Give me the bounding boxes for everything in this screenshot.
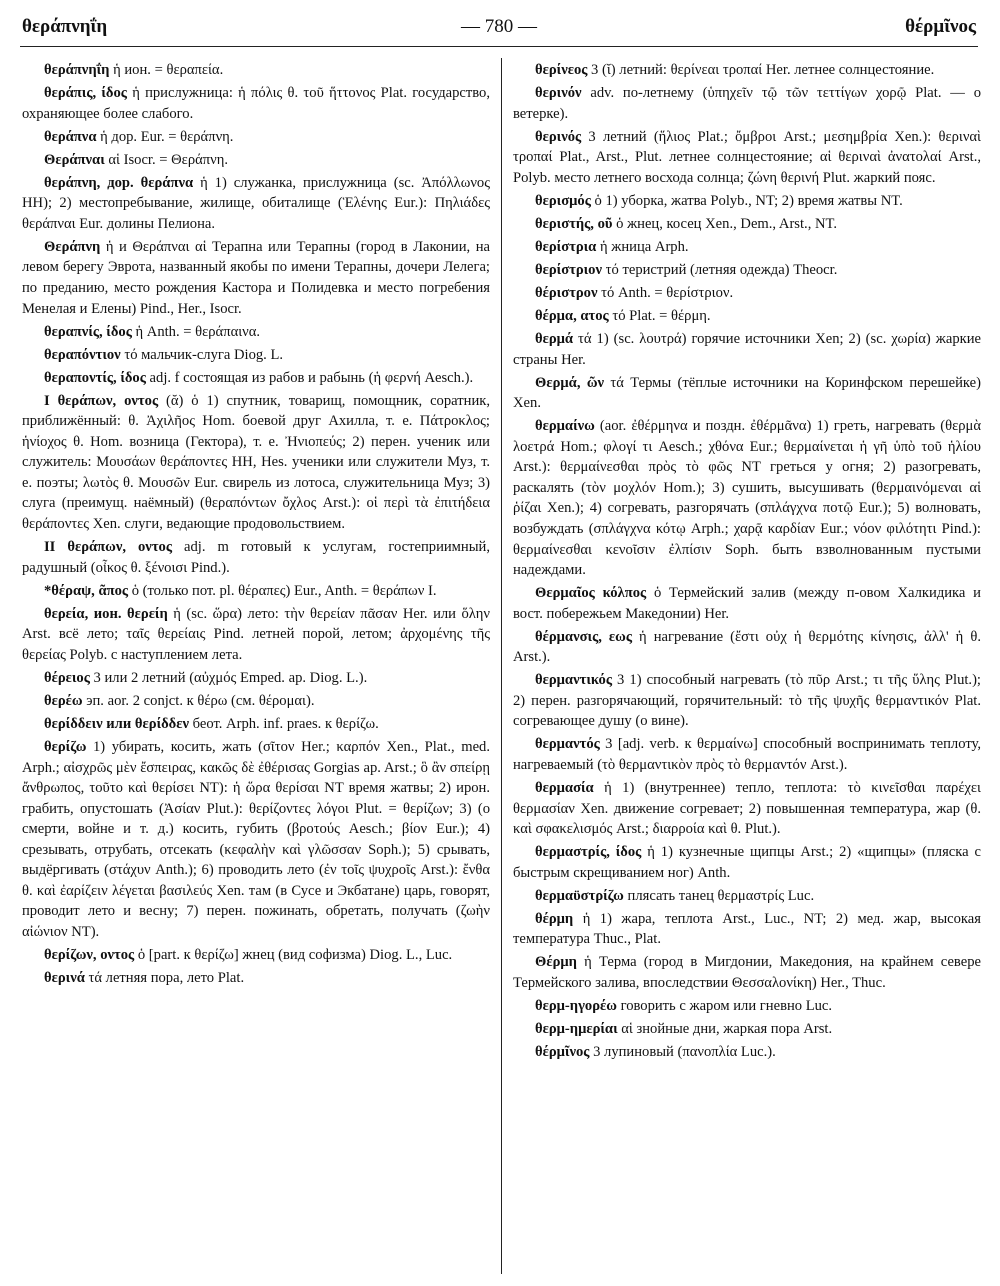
entry-headword: θερέω [44,692,83,709]
dictionary-entry [22,537,490,578]
entry-headword: θέριστρον [535,284,598,301]
dictionary-entry [22,581,490,602]
dictionary-entry [513,373,981,414]
entry-headword: θεράπνη, дор. θεράπνα [44,174,194,191]
entry-headword: θερμασία [535,780,594,797]
entry-definition: ἡ нагревание (ἔστι οὐχ ἡ θερμότης κίνησις, ἀλλ' ἡ θ. Arst.). [513,628,981,666]
entry-headword: θεράπνηΐη [44,62,110,78]
entry-headword: θεραπνίς, ίδος [44,323,132,340]
entry-headword: θεράπις, ίδος [44,85,127,102]
entry-headword: θερμαϋστρίζω [535,887,624,904]
dictionary-entry [22,604,490,666]
entry-headword: II θεράπων, οντος [44,539,172,556]
entry-definition: τά летняя пора, лето Plat. [84,969,245,986]
entry-definition: τό мальчик-слуга Diog. L. [120,346,284,363]
entry-definition: 1) убирать, косить, жать (σῖτον Her.; καρπόν Xen., Plat., med. Arph.; αἰσχρῶς μὲν ἔσπειρας, κακῶς δὲ ἐθέρισας Gorgias ap. Arst.; ὃ ἂν σπείρῃ ἄνθρωπος, τοῦτο καὶ θερίσει NT): ἡ ὥρα θερίσαι NT время жатвы; 2) ирон. грабить, опустошать (Ἀσίαν Plut.): θερίζοντες λόγοι Plut. = θερίζων; 3) (о смерти, войне и т. д.) косить, губить (βροτούς Aesch.; βίον Eur.); 4) срезывать, отрубать, отсекать (κεφαλὴν καὶ γλῶσσαν Soph.); 5) срывать, выдёргивать (στάχυν Anth.); 6) проводить лето (ἐν τοῖς ψυχροῖς Arst.): ἔνθα θ. καὶ ἐαρίζειν λέγεται βασιλεύς Xen. там (в Сусе и Экбатане) царь, говорят, проводит лето и весну; 7) перен. пожинать, обретать, получать (ζωὴν αἰώνιον NT). [22,738,490,940]
entry-definition: 3 (ῐ) летний: θερίνεαι τροπαί Her. летнее солнцестояние. [587,62,935,78]
dictionary-entry [513,237,981,258]
dictionary-entry [513,83,981,124]
dictionary-entry [22,691,490,712]
dictionary-entry [22,127,490,148]
dictionary-entry [513,778,981,840]
dictionary-entry [513,627,981,668]
entry-definition: 3 или 2 летний (αὐχμός Emped. ap. Diog. L.). [89,669,368,686]
entry-definition: ἡ Терма (город в Мигдонии, Македония, на крайнем севере Термейского залива, впоследствии Θεσσαλονίκη) Her., Thuc. [513,954,981,991]
entry-definition: ἡ 1) служанка, прислужница (sc. Ἀπόλλωνος HH); 2) местопребывание, жилище, обиталище (Ἑλένης Eur.): Πηλιάδες θεράπναι Eur. долины Пелиона. [22,174,490,232]
entry-definition: τό Plat. = θέρμη. [608,308,711,325]
dictionary-entry [22,668,490,689]
entry-definition: ἡ ион. = θεραπεία. [109,62,224,78]
dictionary-entry [22,968,490,989]
entry-definition: τό Anth. = θερίστριον. [597,284,734,301]
entry-headword: θερινά [44,969,85,986]
entry-definition: 3 лупиновый (πανοπλία Luc.). [589,1044,776,1061]
dictionary-entry [513,842,981,883]
entry-headword: θεριστής, οῦ [535,215,613,232]
dictionary-entry [513,1042,981,1063]
dictionary-entry [513,329,981,370]
entry-definition: τά 1) (sc. λουτρά) горячие источники Xen; 2) (sc. χωρία) жаркие страны Her. [513,331,981,368]
entry-definition: αἱ Isocr. = Θεράπνη. [104,151,228,168]
entry-definition: ὁ (только пот. pl. θέραπες) Eur., Anth. = θεράπων I. [128,582,437,599]
entry-definition: ἡ прислужница: ἡ πόλις θ. τοῦ ἥττονος Plat. государство, охраняющее более слабого. [22,85,490,122]
dictionary-entry [513,952,981,993]
dictionary-entry [513,416,981,580]
entry-headword: Θερμά, ῶν [535,374,605,391]
entry-definition: ὁ [part. к θερίζω] жнец (вид софизма) Diog. L., Luc. [134,946,453,963]
left-column [22,60,490,1278]
entry-headword: θερεία, ион. θερείη [44,605,168,622]
entry-headword: θέρμανσις, εως [535,628,632,645]
entry-headword: θέρμῖνος [535,1044,590,1061]
entry-definition: беот. Arph. inf. praes. к θερίζω. [189,715,379,732]
dictionary-entry [22,150,490,171]
page-number: — 780 — [461,16,537,37]
entry-headword: θερίζω [44,738,87,755]
dictionary-entry [513,306,981,327]
dictionary-entry [22,737,490,942]
entry-headword: θεράπνα [44,128,97,145]
entry-definition: ἡ Anth. = θεράπαινα. [131,323,261,340]
entry-definition: плясать танец θερμαστρίς Luc. [623,887,815,904]
entry-definition: ἡ жница Arph. [596,238,689,255]
entry-definition: adj. m готовый к услугам, гостеприимный, радушный (οἶκος θ. ξένοισι Pind.). [22,539,490,576]
entry-definition: ἡ дор. Eur. = θεράπνη. [96,128,234,145]
dictionary-entry [513,260,981,281]
entry-headword: θεραπόντιον [44,346,121,363]
entry-definition: эп. aor. 2 conjct. к θέρω (см. θέρομαι). [82,692,315,709]
entry-definition: (aor. ἐθέρμηνα и поздн. ἐθέρμᾶνα) 1) греть, нагревать (θερμὰ λοετρά Hom.; φλογί τι Aesch.; χθόνα Eur.; θερμαίνεται ἡ γῆ ὑπὸ τοῦ ἡλίου Arst.): θερμαίνεσθαι πρὸς τὸ φῶς NT греться у огня; 2) разогревать, раскалять (τὸν μοχλόν Hom.); 3) сушить, высушивать (θερμαινόμεναι αἱ ῥίζαι Xen.); 4) согревать, разгорячать (σπλάγχνα ποτῷ Eur.); 5) волновать, возбуждать (σπλάγχνα κότῳ Arph.; χαρᾷ καρδίαν Eur.; νόον φιλότητι Pind.): θερμαίνεσθαι κενοῖσιν ἐλπίσιν Soph. быть взволнованным пустыми надеждами. [513,418,981,579]
dictionary-entry [22,345,490,366]
entry-headword: θερινόν [535,85,582,102]
dictionary-entry [513,283,981,304]
running-head-left: θεράπνηΐη [22,16,108,37]
entry-headword: θερμαντός [535,736,600,753]
entry-headword: θερισμός [535,192,591,209]
entry-headword: I θεράπων, οντος [44,392,159,409]
entry-headword: θερμαστρίς, ίδος [535,844,642,861]
dictionary-entry [513,60,981,81]
entry-definition: ἡ (sc. ὥρα) лето: τὴν θερείαν πᾶσαν Her. или ὅλην Arst. всё лето; ταῖς θερείαις Pind. летней порой, летом; ἀρχομένης τῆς θερείας Polyb. с наступлением лета. [22,605,490,663]
entry-definition: говорить с жаром или гневно Luc. [616,998,833,1015]
entry-headword: Θερμαῖος κόλπος [535,585,647,602]
entry-definition: ὁ 1) уборка, жатва Polyb., NT; 2) время жатвы NT. [590,192,903,209]
entry-definition: 3 летний (ἥλιος Plat.; ὄμβροι Arst.; μεσημβρία Xen.): θεριναὶ τροπαί Plat., Arst., Plut. летнее солнцестояние; αἱ θεριναὶ ἀνατολαί Arst., Polyb. место летнего восхода солнца; ζώνη θερινή Plut. жаркий пояс. [513,128,981,186]
dictionary-entry [513,886,981,907]
entry-definition: ὁ Термейский залив (между п-овом Халкидика и вост. побережьем Македонии) Her. [513,585,981,622]
entry-headword: θερμαίνω [535,418,595,435]
entry-headword: θερινός [535,128,582,145]
entry-definition: adv. по-летнему (ὑπηχεῖν τῷ τῶν τεττίγων χορῷ Plat. — о ветерке). [513,85,981,122]
entry-definition: ὁ жнец, косец Xen., Dem., Arst., NT. [612,215,838,232]
entry-definition: τά Термы (тёплые источники на Коринфском перешейке) Xen. [513,374,981,412]
dictionary-entry [513,1019,981,1040]
entry-headword: θέρειος [44,669,90,686]
dictionary-entry [22,322,490,343]
entry-headword: θερίνεος [535,62,588,78]
dictionary-entry [513,734,981,775]
dictionary-entry [22,60,490,81]
entry-definition: 3 [adj. verb. к θερμαίνω] способный воспринимать теплоту, нагреваемый (τὸ θερμαντικὸν πρὸς τὸ θερμαντόν Arst.). [513,736,981,773]
dictionary-entry [22,83,490,124]
dictionary-entry [513,127,981,189]
column-divider [501,58,502,1274]
entry-definition: τό теристрий (летняя одежда) Theocr. [602,261,838,278]
entry-headword: θερίστρια [535,238,597,255]
entry-definition: 3 1) способный нагревать (τὸ πῦρ Arst.; τι τῆς ὕλης Plut.); 2) перен. разгорячающий, горячительный: τὸ τῆς ψυχῆς θερμαντικόν Plat. согревающее душу (о вине). [513,672,981,730]
entry-definition: αἱ знойные дни, жаркая пора Arst. [617,1021,833,1038]
entry-headword: θερμ-ηγορέω [535,998,617,1015]
dictionary-entry [22,173,490,235]
entry-definition: ἡ 1) (внутреннее) тепло, теплота: τὸ κινεῖσθαι παρέχει θερμασίαν Xen. движение согревает; 2) повышенная температура, жар (θ. καὶ σφακελισμός Arst.; διαρροία καὶ θ. Plut.). [513,780,981,838]
dictionary-entry [513,670,981,732]
dictionary-entry [513,909,981,950]
entry-headword: Θεράπνη [44,238,101,255]
entry-definition: ἡ и Θεράπναι αἱ Терапна или Терапны (город в Лаконии, на левом берегу Эврота, названный якобы по имени Терапны, дочери Лелега; по преданию, место рождения Кастора и Полидевка и место погребения Менелая и Елены) Pind., Her., Isocr. [22,238,490,317]
dictionary-entry [22,714,490,735]
dictionary-entry [22,237,490,319]
right-column [513,60,981,1278]
entry-headword: θερίδδειν или θερίδδεν [44,715,190,732]
entry-headword: θέρμη [535,910,574,927]
entry-headword: θερμά [535,331,574,348]
entry-headword: θερίζων, οντος [44,946,135,963]
entry-headword: *θέραψ, ᾶπος [44,582,129,599]
entry-headword: θερίστριον [535,261,603,278]
page-header [20,14,978,47]
entry-headword: Θεράπναι [44,151,105,168]
entry-headword: Θέρμη [535,954,577,971]
entry-definition: ἡ 1) жара, теплота Arst., Luc., NT; 2) мед. жар, высокая температура Thuc., Plat. [513,910,981,948]
dictionary-entry [513,214,981,235]
entry-definition: ἡ 1) кузнечные щипцы Arst.; 2) «щипцы» (пляска с быстрым скрещиванием ног) Anth. [513,844,981,881]
dictionary-entry [513,996,981,1017]
dictionary-entry [513,583,981,624]
dictionary-entry [22,368,490,389]
dictionary-entry [513,191,981,212]
entry-definition: adj. f состоящая из рабов и рабынь (ἡ φερνή Aesch.). [145,369,474,386]
entry-headword: θερμ-ημερίαι [535,1021,618,1038]
entry-headword: θέρμα, ατος [535,308,609,325]
dictionary-entry [22,391,490,535]
entry-headword: θεραποντίς, ίδος [44,369,146,386]
dictionary-entry [22,945,490,966]
running-head-right: θέρμῖνος [905,16,976,37]
entry-headword: θερμαντικός [535,672,612,689]
entry-definition: (ᾰ) ὁ 1) спутник, товарищ, помощник, соратник, приближённый: θ. Ἀχιλῆος Hom. боевой друг Ахилла, т. е. Πάτροκλος; ἡνίοχος θ. Hom. возница (Гектора), т. е. Ἠνιοπεύς; 2) перен. ученик или служитель: Μουσάων θεράποντες HH, Hes. ученики или служители Муз, т. е. поэты; λωτὸς θ. Μουσῶν Eur. свирель из лотоса, служительница Муз; 3) слуга (преимущ. наёмный) (θεραπόντων ὄχλος Arst.): οἱ περὶ τὰ ἐπιτήδεια θεράποντες Xen. слуги, ведающие продовольствием. [22,392,490,532]
